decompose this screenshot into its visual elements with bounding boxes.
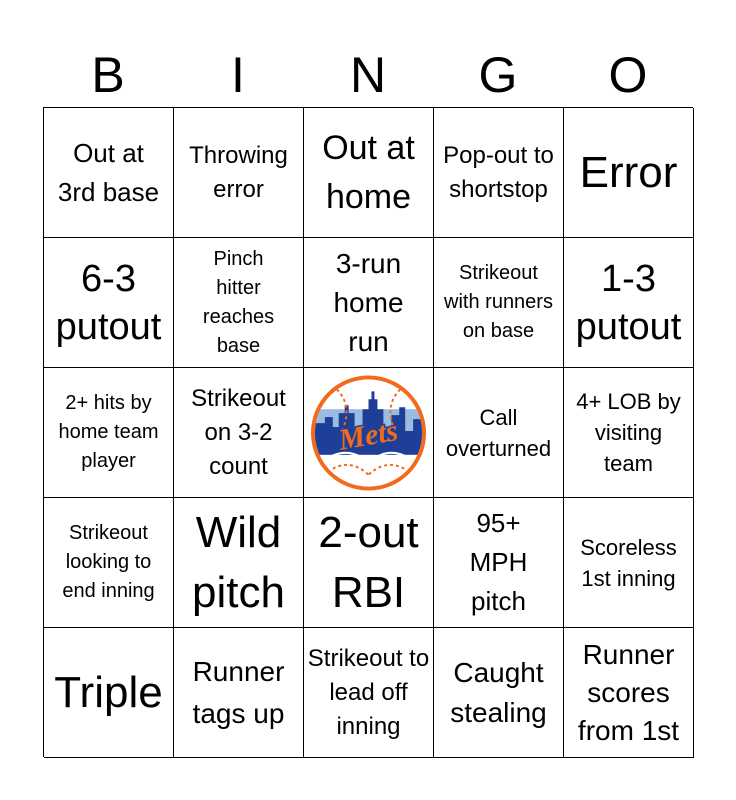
bingo-cell-r3c2[interactable] [174,368,304,498]
cell-label: 2-out RBI [318,507,419,617]
bingo-cell-r2c4[interactable] [434,238,564,368]
header-letter-g: G [478,47,518,103]
cell-label: Out at 3rd base [57,137,160,207]
bingo-cell-r1c2[interactable] [174,108,304,238]
cell-label: 2+ hits by home team player [58,392,159,472]
mets-logo-icon [307,371,430,495]
free-space-cell[interactable] [304,368,434,498]
cell-label: Strikeout looking to end inning [62,522,155,602]
bingo-cell-r5c4[interactable] [434,628,564,758]
mets-wordmark: Mets [336,413,401,457]
bingo-cell-r5c2[interactable] [174,628,304,758]
cell-label: Triple [54,667,163,717]
bingo-cell-r3c1[interactable] [44,368,174,498]
bingo-cell-r2c2[interactable] [174,238,304,368]
bingo-cell-r1c4[interactable] [434,108,564,238]
cell-label: Runner tags up [192,655,285,729]
bingo-cell-r1c3[interactable] [304,108,434,238]
bingo-cell-r1c5[interactable] [564,108,694,238]
bingo-cell-r3c5[interactable] [564,368,694,498]
bingo-cell-r4c4[interactable] [434,498,564,628]
cell-label: Throwing error [189,141,288,203]
bingo-cell-r4c2[interactable] [174,498,304,628]
cell-label: 3-run home run [333,248,404,357]
cell-label: Wild pitch [192,507,285,617]
bingo-cell-r2c1[interactable] [44,238,174,368]
cell-label: 6-3 putout [55,257,162,348]
cell-label: Out at home [322,128,415,216]
cell-label: Strikeout with runners on base [444,262,553,342]
bingo-header [43,44,693,106]
bingo-cell-r2c5[interactable] [564,238,694,368]
cell-label: Caught stealing [450,656,547,728]
bingo-cell-r5c5[interactable] [564,628,694,758]
header-letter-n: N [349,47,387,103]
bingo-cell-r2c3[interactable] [304,238,434,368]
cell-label: Strikeout on 3-2 count [191,384,286,480]
bingo-cell-r3c4[interactable] [434,368,564,498]
cell-label: Scoreless 1st inning [580,534,677,591]
cell-label: 4+ LOB by visiting team [576,389,681,476]
cell-label: Pinch hitter reaches base [202,247,275,357]
cell-label: Strikeout to lead off inning [307,644,430,740]
bingo-cell-r4c3[interactable] [304,498,434,628]
header-letter-b: B [91,47,125,103]
bingo-board [43,107,693,757]
bingo-cell-r4c1[interactable] [44,498,174,628]
cell-label: 95+ MPH pitch [469,508,528,616]
bingo-cell-r4c5[interactable] [564,498,694,628]
cell-label: 1-3 putout [575,257,682,348]
header-letter-o: O [608,47,648,103]
bingo-cell-r1c1[interactable] [44,108,174,238]
bingo-cell-r5c3[interactable] [304,628,434,758]
cell-label: Call overturned [445,404,552,461]
cell-label: Runner scores from 1st [577,638,680,746]
header-letter-i: I [231,47,245,103]
cell-label: Error [579,147,678,197]
cell-label: Pop-out to shortstop [443,141,554,203]
bingo-cell-r5c1[interactable] [44,628,174,758]
